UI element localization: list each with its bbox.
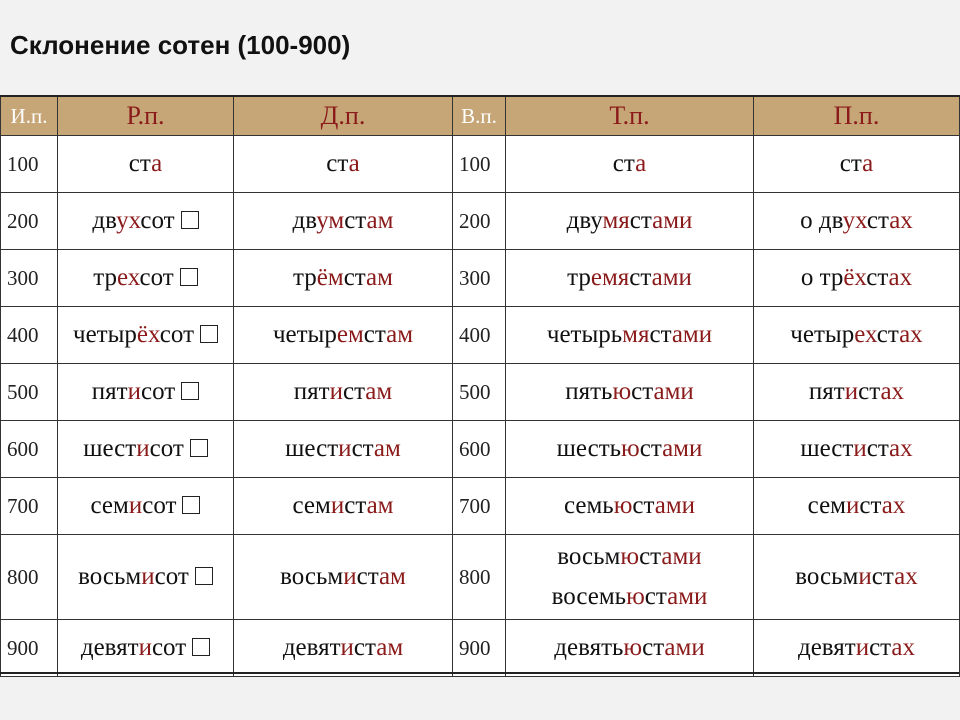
empty-box-icon xyxy=(195,567,213,585)
stem-part: пят xyxy=(808,378,845,405)
ending-part: ами xyxy=(662,435,703,462)
genitive-form xyxy=(83,435,184,463)
ending-part: ами xyxy=(652,207,693,234)
ending-part: и xyxy=(853,435,867,462)
genitive-cell xyxy=(58,421,234,478)
ending-part: ами xyxy=(667,583,708,610)
stem-part: ст xyxy=(876,321,900,348)
ending-part: и xyxy=(136,435,150,462)
ending-part: и xyxy=(128,492,143,519)
table-row xyxy=(1,307,960,364)
prepositional-cell xyxy=(754,620,960,677)
dative-form xyxy=(293,207,394,235)
number-nominative: 600 xyxy=(1,421,58,478)
stem-part: дв xyxy=(292,207,317,234)
genitive-form xyxy=(78,563,189,591)
ending-part: ю xyxy=(623,634,643,661)
ending-part: ам xyxy=(365,378,393,405)
stem-part: ст xyxy=(866,264,889,291)
ending-part: ех xyxy=(116,264,140,291)
ending-part: ю xyxy=(620,543,640,570)
stem-part: восьм xyxy=(78,563,142,590)
stem-part: сот xyxy=(154,563,189,590)
stem-part: тр xyxy=(93,264,117,291)
instrumental-cell xyxy=(506,620,754,677)
dative-cell xyxy=(234,421,453,478)
prepositional-cell xyxy=(754,535,960,620)
ending-part: ю xyxy=(621,435,640,462)
stem-part: пят xyxy=(91,378,128,405)
stem-part: ст xyxy=(344,207,367,234)
stem-part: сот xyxy=(149,435,184,462)
number-accusative: 800 xyxy=(453,535,506,620)
stem-part: ст xyxy=(631,378,654,405)
genitive-form xyxy=(92,378,175,406)
empty-box-icon xyxy=(200,325,218,343)
stem-part: о дв xyxy=(800,207,843,234)
stem-part: ст xyxy=(632,492,655,519)
stem-part: ст xyxy=(639,543,662,570)
ending-part: ёх xyxy=(136,321,160,348)
stem-part: ст xyxy=(871,563,895,590)
dative-form xyxy=(293,264,393,292)
prepositional-form xyxy=(790,321,922,349)
ending-part: ам xyxy=(373,435,401,462)
prepositional-cell xyxy=(754,478,960,535)
table-row xyxy=(1,136,960,193)
genitive-form xyxy=(92,207,174,235)
stem-part: ст xyxy=(343,264,367,291)
table-bottom-border xyxy=(0,672,959,674)
ending-part: ух xyxy=(842,207,867,234)
ending-part: а xyxy=(635,150,647,177)
number-accusative: 100 xyxy=(453,136,506,193)
header-dative: Д.п. xyxy=(234,96,453,136)
ending-part: ами xyxy=(651,264,692,291)
instrumental-form xyxy=(613,150,646,178)
stem-part: сот xyxy=(142,492,177,519)
stem-part: девят xyxy=(80,634,139,661)
stem-part: ст xyxy=(869,634,892,661)
genitive-cell xyxy=(58,193,234,250)
ending-part: емя xyxy=(590,264,630,291)
stem-part: ст xyxy=(629,264,652,291)
ending-part: ах xyxy=(894,563,918,590)
dative-cell xyxy=(234,193,453,250)
prepositional-cell xyxy=(754,136,960,193)
stem-part: ст xyxy=(128,150,152,177)
instrumental-cell xyxy=(506,136,754,193)
header-row xyxy=(1,96,960,136)
genitive-form xyxy=(93,264,173,292)
ending-part: и xyxy=(343,563,357,590)
header-instrumental: Т.п. xyxy=(506,96,754,136)
table-row xyxy=(1,620,960,677)
stem-part: девят xyxy=(282,634,341,661)
number-accusative: 500 xyxy=(453,364,506,421)
number-accusative: 400 xyxy=(453,307,506,364)
declension-table xyxy=(0,95,960,677)
stem-part: о тр xyxy=(800,264,844,291)
number-nominative: 700 xyxy=(1,478,58,535)
stem-part: шест xyxy=(285,435,339,462)
stem-part: ст xyxy=(326,150,349,177)
table-body xyxy=(1,136,960,677)
stem-part: ст xyxy=(859,492,882,519)
number-accusative: 200 xyxy=(453,193,506,250)
ending-part: ух xyxy=(116,207,141,234)
empty-box-icon xyxy=(190,439,208,457)
genitive-form xyxy=(81,634,186,662)
stem-part: шест xyxy=(83,435,137,462)
dative-cell xyxy=(234,535,453,620)
number-accusative: 600 xyxy=(453,421,506,478)
number-nominative: 100 xyxy=(1,136,58,193)
page-title: Склонение сотен (100-900) xyxy=(10,30,351,60)
prepositional-form xyxy=(800,207,913,235)
ending-part: и xyxy=(340,634,354,661)
ending-part: ах xyxy=(880,378,905,405)
genitive-cell xyxy=(58,250,234,307)
prepositional-cell xyxy=(754,364,960,421)
ending-part: и xyxy=(858,563,872,590)
stem-part: ст xyxy=(351,435,374,462)
empty-box-icon xyxy=(192,638,210,656)
ending-part: и xyxy=(855,634,870,661)
instrumental-form xyxy=(567,207,693,235)
stem-part: шест xyxy=(800,435,854,462)
instrumental-form xyxy=(557,537,701,577)
stem-part: тр xyxy=(567,264,591,291)
prepositional-form xyxy=(798,634,915,662)
instrumental-form xyxy=(547,321,712,349)
empty-box-icon xyxy=(180,268,198,286)
table-row xyxy=(1,193,960,250)
number-nominative: 900 xyxy=(1,620,58,677)
instrumental-form xyxy=(565,378,694,406)
instrumental-cell xyxy=(506,421,754,478)
stem-part: девять xyxy=(554,634,624,661)
header-nominative: И.п. xyxy=(1,96,58,136)
ending-part: ах xyxy=(899,321,923,348)
ending-part: и xyxy=(127,378,141,405)
stem-part: семь xyxy=(563,492,614,519)
ending-part: ам xyxy=(378,563,406,590)
stem-part: четырь xyxy=(546,321,623,348)
number-accusative: 700 xyxy=(453,478,506,535)
stem-part: дв xyxy=(92,207,117,234)
ending-part: ах xyxy=(881,492,906,519)
instrumental-cell xyxy=(506,364,754,421)
number-accusative: 300 xyxy=(453,250,506,307)
prepositional-form xyxy=(801,264,912,292)
ending-part: ём xyxy=(316,264,344,291)
genitive-cell xyxy=(58,535,234,620)
dative-cell xyxy=(234,307,453,364)
ending-part: ем xyxy=(336,321,364,348)
number-nominative: 300 xyxy=(1,250,58,307)
ending-part: ами xyxy=(654,492,696,519)
instrumental-form xyxy=(567,264,692,292)
ending-part: ах xyxy=(888,264,913,291)
stem-part: пять xyxy=(565,378,613,405)
instrumental-form xyxy=(554,634,704,662)
ending-part: ам xyxy=(376,634,404,661)
dative-cell xyxy=(234,620,453,677)
stem-part: пят xyxy=(293,378,330,405)
ending-part: а xyxy=(151,150,163,177)
stem-part: восьм xyxy=(795,563,859,590)
ending-part: ум xyxy=(316,207,345,234)
instrumental-cell xyxy=(506,307,754,364)
ending-part: ами xyxy=(664,634,705,661)
stem-part: девят xyxy=(797,634,856,661)
ending-part: и xyxy=(846,492,860,519)
stem-part: ст xyxy=(866,435,890,462)
instrumental-cell xyxy=(506,535,754,620)
table-row xyxy=(1,478,960,535)
ending-part: а xyxy=(348,150,360,177)
ending-part: ю xyxy=(626,583,645,610)
table-row xyxy=(1,421,960,478)
stem-part: сот xyxy=(141,378,176,405)
table-row xyxy=(1,250,960,307)
stem-part: ст xyxy=(342,378,366,405)
stem-part: шесть xyxy=(556,435,622,462)
instrumental-cell xyxy=(506,478,754,535)
instrumental-form xyxy=(564,492,695,520)
number-nominative: 400 xyxy=(1,307,58,364)
instrumental-cell xyxy=(506,250,754,307)
ending-part: а xyxy=(862,150,874,177)
stem-part: четыр xyxy=(73,321,137,348)
header-prepositional: П.п. xyxy=(754,96,960,136)
stem-part: ст xyxy=(858,378,881,405)
ending-part: и xyxy=(141,563,155,590)
ending-part: ам xyxy=(366,264,393,291)
dative-form xyxy=(293,492,394,520)
stem-part: ст xyxy=(649,321,672,348)
dative-form xyxy=(294,378,392,406)
empty-box-icon xyxy=(182,496,200,514)
ending-part: ах xyxy=(889,207,913,234)
genitive-cell xyxy=(58,307,234,364)
genitive-form xyxy=(73,321,194,349)
ending-part: ами xyxy=(671,321,713,348)
stem-part: ст xyxy=(353,634,377,661)
prepositional-form xyxy=(840,150,873,178)
genitive-cell xyxy=(58,478,234,535)
ending-part: и xyxy=(329,378,343,405)
ending-part: мя xyxy=(602,207,630,234)
stem-part: восемь xyxy=(551,583,627,610)
stem-part: ст xyxy=(839,150,863,177)
stem-part: сем xyxy=(292,492,331,519)
ending-part: и xyxy=(844,378,859,405)
genitive-cell xyxy=(58,136,234,193)
number-nominative: 500 xyxy=(1,364,58,421)
header-accusative: В.п. xyxy=(453,96,506,136)
empty-box-icon xyxy=(181,382,199,400)
ending-part: ами xyxy=(653,378,694,405)
stem-part: ст xyxy=(639,435,663,462)
stem-part: сем xyxy=(807,492,846,519)
ending-part: ах xyxy=(889,435,913,462)
prepositional-form xyxy=(800,435,912,463)
ending-part: мя xyxy=(622,321,650,348)
ending-part: ах xyxy=(891,634,916,661)
stem-part: сот xyxy=(140,207,175,234)
number-nominative: 200 xyxy=(1,193,58,250)
dative-form xyxy=(285,435,401,463)
stem-part: четыр xyxy=(790,321,855,348)
prepositional-form xyxy=(808,492,906,520)
stem-part: ст xyxy=(866,207,890,234)
dative-cell xyxy=(234,136,453,193)
prepositional-cell xyxy=(754,193,960,250)
dative-form xyxy=(280,563,406,591)
dative-cell xyxy=(234,250,453,307)
stem-part: ст xyxy=(363,321,387,348)
ending-part: ёх xyxy=(843,264,867,291)
ending-part: ю xyxy=(613,492,633,519)
prepositional-cell xyxy=(754,421,960,478)
stem-part: сем xyxy=(90,492,129,519)
ending-part: ам xyxy=(366,492,394,519)
stem-part: дву xyxy=(566,207,603,234)
prepositional-form xyxy=(809,378,904,406)
genitive-form xyxy=(129,150,162,178)
stem-part: сот xyxy=(151,634,187,661)
stem-part: четыр xyxy=(272,321,337,348)
number-accusative: 900 xyxy=(453,620,506,677)
stem-part: восьм xyxy=(280,563,344,590)
ending-part: ам xyxy=(366,207,394,234)
number-nominative: 800 xyxy=(1,535,58,620)
stem-part: ст xyxy=(612,150,636,177)
table-row xyxy=(1,535,960,620)
empty-box-icon xyxy=(181,211,199,229)
dative-form xyxy=(326,150,359,178)
ending-part: и xyxy=(338,435,352,462)
genitive-cell xyxy=(58,620,234,677)
dative-cell xyxy=(234,478,453,535)
ending-part: ех xyxy=(854,321,877,348)
prepositional-cell xyxy=(754,307,960,364)
table-row xyxy=(1,364,960,421)
stem-part: ст xyxy=(356,563,379,590)
prepositional-cell xyxy=(754,250,960,307)
ending-part: ю xyxy=(612,378,632,405)
instrumental-cell xyxy=(506,193,754,250)
header-genitive: Р.п. xyxy=(58,96,234,136)
genitive-cell xyxy=(58,364,234,421)
stem-part: сот xyxy=(159,321,194,348)
stem-part: ст xyxy=(629,207,653,234)
stem-part: ст xyxy=(642,634,665,661)
prepositional-form xyxy=(795,563,917,591)
stem-part: сот xyxy=(139,264,174,291)
stem-part: ст xyxy=(344,492,367,519)
stem-part: ст xyxy=(644,583,668,610)
ending-part: ам xyxy=(386,321,414,348)
ending-part: ами xyxy=(661,543,702,570)
dative-form xyxy=(283,634,403,662)
dative-form xyxy=(273,321,413,349)
stem-part: тр xyxy=(293,264,317,291)
genitive-form xyxy=(91,492,177,520)
dative-cell xyxy=(234,364,453,421)
stem-part: восьм xyxy=(557,543,621,570)
instrumental-form-alt xyxy=(552,577,708,617)
ending-part: и xyxy=(138,634,152,661)
instrumental-form xyxy=(557,435,703,463)
ending-part: и xyxy=(330,492,345,519)
